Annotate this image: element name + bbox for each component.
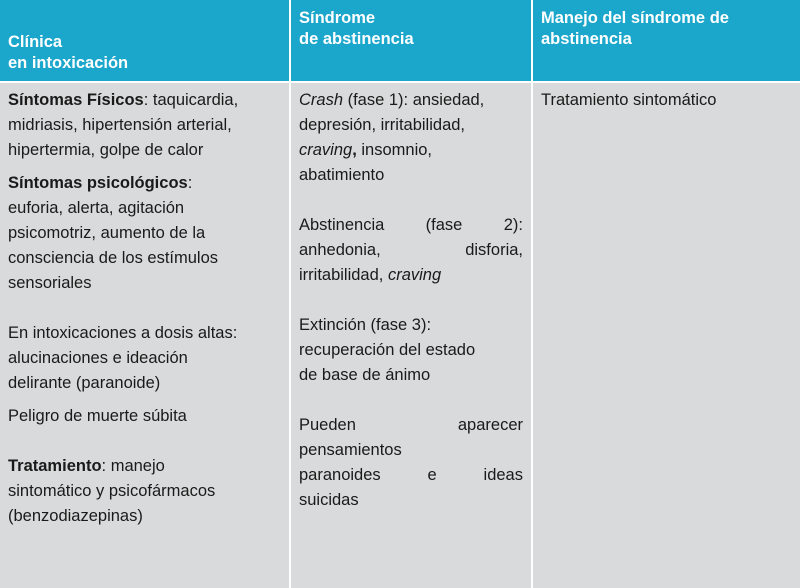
dosis-line1: En intoxicaciones a dosis altas: (8, 324, 238, 342)
muerte-line: Peligro de muerte súbita (8, 407, 187, 425)
header-clinica (0, 0, 291, 83)
crash-line1: Crash (fase 1): ansiedad, (299, 91, 485, 109)
psico-label: Síntomas psicológicos (8, 174, 188, 192)
fisicos-line1: Síntomas Físicos: taquicardia, (8, 91, 239, 109)
fisicos-line3: hipertermia, golpe de calor (8, 141, 204, 159)
header-clinica-line2: en intoxicación (8, 54, 129, 72)
psico-line1: euforia, alerta, agitación (8, 199, 185, 217)
fisicos-line2: midriasis, hipertensión arterial, (8, 116, 232, 134)
ext-line2: recuperación del estado (299, 341, 476, 359)
pued-line1: Pueden aparecer (299, 416, 523, 434)
fisicos-label: Síntomas Físicos (8, 91, 144, 109)
cell-sindrome (291, 83, 533, 588)
psico-line4: sensoriales (8, 274, 92, 292)
header-manejo (533, 0, 800, 83)
craving-word-2: craving (387, 266, 442, 284)
header-manejo-line2: abstinencia (541, 30, 632, 48)
dosis-line3: delirante (paranoide) (8, 374, 161, 392)
header-sindrome-line2: de abstinencia (299, 30, 414, 48)
cell-manejo (533, 83, 800, 588)
psico-line3: consciencia de los estímulos (8, 249, 219, 267)
pued-line3: paranoides e ideas (299, 466, 523, 484)
pued-line2: pensamientos (299, 441, 402, 459)
crash-line2: depresión, irritabilidad, (299, 116, 466, 134)
trat-line1: Tratamiento: manejo (8, 457, 165, 475)
header-sindrome (291, 0, 533, 83)
trat-label: Tratamiento (8, 457, 102, 475)
psico-line2: psicomotriz, aumento de la (8, 224, 206, 242)
psico-line0: Síntomas psicológicos: (8, 174, 193, 192)
ext-line3: de base de ánimo (299, 366, 431, 384)
pued-line4: suicidas (299, 491, 359, 509)
crash-word: Crash (299, 91, 344, 109)
trat-line3: (benzodiazepinas) (8, 507, 143, 525)
cell-clinica (0, 83, 291, 588)
crash-line3: craving, insomnio, (299, 141, 432, 159)
abst-line1: Abstinencia (fase 2): (299, 216, 523, 234)
header-clinica-line1: Clínica (8, 33, 63, 51)
dosis-line2: alucinaciones e ideación (8, 349, 188, 367)
manejo-text: Tratamiento sintomático (541, 91, 717, 109)
craving-word: craving (299, 141, 353, 159)
header-manejo-line1: Manejo del síndrome de (541, 9, 729, 27)
ext-line1: Extinción (fase 3): (299, 316, 432, 334)
trat-line2: sintomático y psicofármacos (8, 482, 216, 500)
crash-line4: abatimiento (299, 166, 385, 184)
abst-line3: irritabilidad, craving (299, 266, 442, 284)
header-sindrome-line1: Síndrome (299, 9, 376, 27)
abst-line2: anhedonia, disforia, (299, 241, 523, 259)
